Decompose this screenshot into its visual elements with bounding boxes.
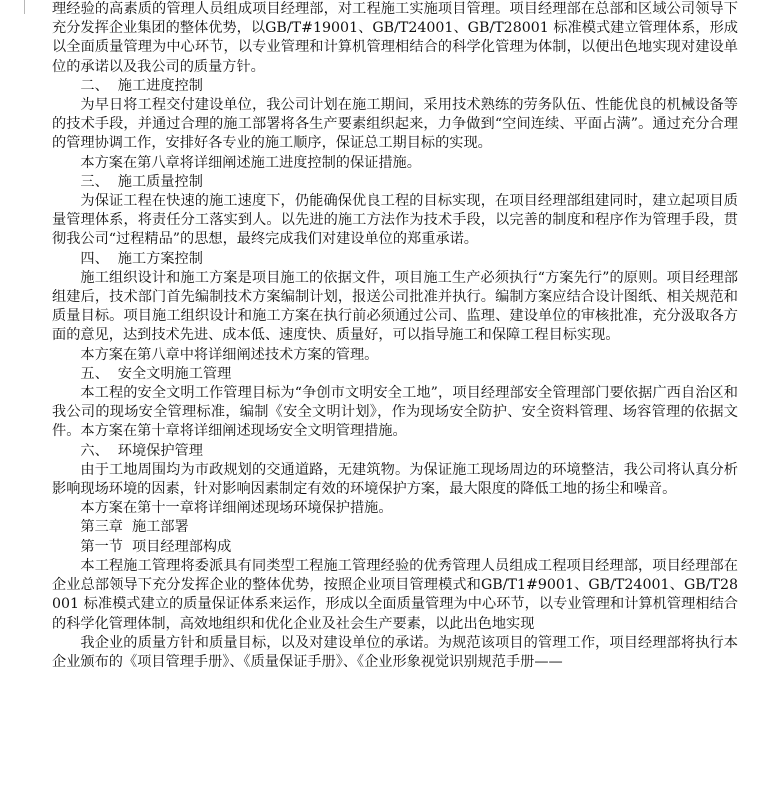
environmental-protection-note: 本方案在第十一章将详细阐述现场环境保护措施。 [80, 500, 393, 517]
section-heading-safety-management: 五、 安全文明施工管理 [80, 365, 232, 382]
section-heading-quality-control: 三、 施工质量控制 [80, 173, 203, 190]
safety-management-paragraph: 本工程的安全文明工作管理目标为“争创市文明安全工地”，项目经理部安全管理部门要依据广西自治区和我公司的现场安全管理标准，编制《安全文明计划》，作为现场安全防护、安全资料管理、场容管理的依据文件。本方案在第十章将详细阐述现场安全文明管理措施。 [52, 385, 738, 440]
document-body [52, 0, 738, 672]
intro-paragraph: 理经验的高素质的管理人员组成项目经理部，对工程施工实施项目管理。项目经理部在总部和区域公司领导下充分发挥企业集团的整体优势，以GB/T#19001、GB/T24001、GB/T28001 标准模式建立管理体系，形成以全面质量管理为中心环节，以专业管理和计算机管理相结合的科学化管理为体制，以便出色地实现对建设单位的承诺以及我公司的质量方针。 [52, 1, 738, 75]
section-heading-environmental-protection: 六、 环境保护管理 [80, 442, 203, 459]
plan-control-paragraph: 施工组织设计和施工方案是项目施工的依据文件，项目施工生产必须执行“方案先行”的原则。项目经理部组建后，技术部门首先编制技术方案编制计划，报送公司批准并执行。编制方案应结合设计图纸、相关规范和质量目标。项目施工组织设计和施工方案在执行前必须通过公司、监理、建设单位的审核批准，充分汲取各方面的意见，达到技术先进、成本低、速度快、质量好，可以指导施工和保障工程目标实现。 [52, 269, 738, 344]
section-heading-plan-control: 四、 施工方案控制 [80, 250, 203, 267]
quality-control-paragraph: 为保证工程在快速的施工速度下，仍能确保优良工程的目标实现，在项目经理部组建同时，建立起项目质量管理体系，将责任分工落实到人。以先进的施工方法作为技术手段，以完善的制度和程序作为管理手段，贯彻我公司“过程精品”的思想，最终完成我们对建设单位的郑重承诺。 [52, 193, 738, 248]
environmental-protection-paragraph: 由于工地周围均为市政规划的交通道路，无建筑物。为保证施工现场周边的环境整洁，我公司将认真分析影响现场环境的因素，针对影响因素制定有效的环境保护方案，最大限度的降低工地的扬尘和噪音。 [52, 461, 738, 498]
chapter-heading-construction-deployment: 第三章 施工部署 [80, 519, 189, 536]
plan-control-note: 本方案在第八章中将详细阐述技术方案的管理。 [80, 346, 379, 363]
quality-policy-paragraph: 我企业的质量方针和质量目标，以及对建设单位的承诺。为规范该项目的管理工作，项目经理部将执行本企业颁布的《项目管理手册》、《质量保证手册》、《企业形象视觉识别规范手册—— [52, 634, 738, 670]
schedule-control-paragraph: 为早日将工程交付建设单位，我公司计划在施工期间，采用技术熟练的劳务队伍、性能优良的机械设备等的技术手段，并通过合理的施工部署将各生产要素组织起来，力争做到“空间连续、平面占满”。通过充分合理的管理协调工作，安排好各专业的施工顺序，保证总工期目标的实现。 [52, 97, 738, 152]
schedule-control-note: 本方案在第八章将详细阐述施工进度控制的保证措施。 [80, 154, 421, 171]
page-corner-mark [12, 0, 25, 14]
section-heading-project-department: 第一节 项目经理部构成 [80, 538, 232, 555]
project-department-paragraph: 本工程施工管理将委派具有同类型工程施工管理经验的优秀管理人员组成工程项目经理部，项目经理部在企业总部领导下充分发挥企业的整体优势，按照企业项目管理模式和GB/T1#9001、GB/T24001、GB/T28001 标准模式建立的质量保证体系来运作，形成以全面质量管理为中心环节，以专业管理和计算机管理相结合的科学化管理体制，高效地组织和优化企业及社会生产要素，以此出色地实现 [52, 557, 738, 632]
section-heading-schedule-control: 二、 施工进度控制 [80, 77, 203, 94]
